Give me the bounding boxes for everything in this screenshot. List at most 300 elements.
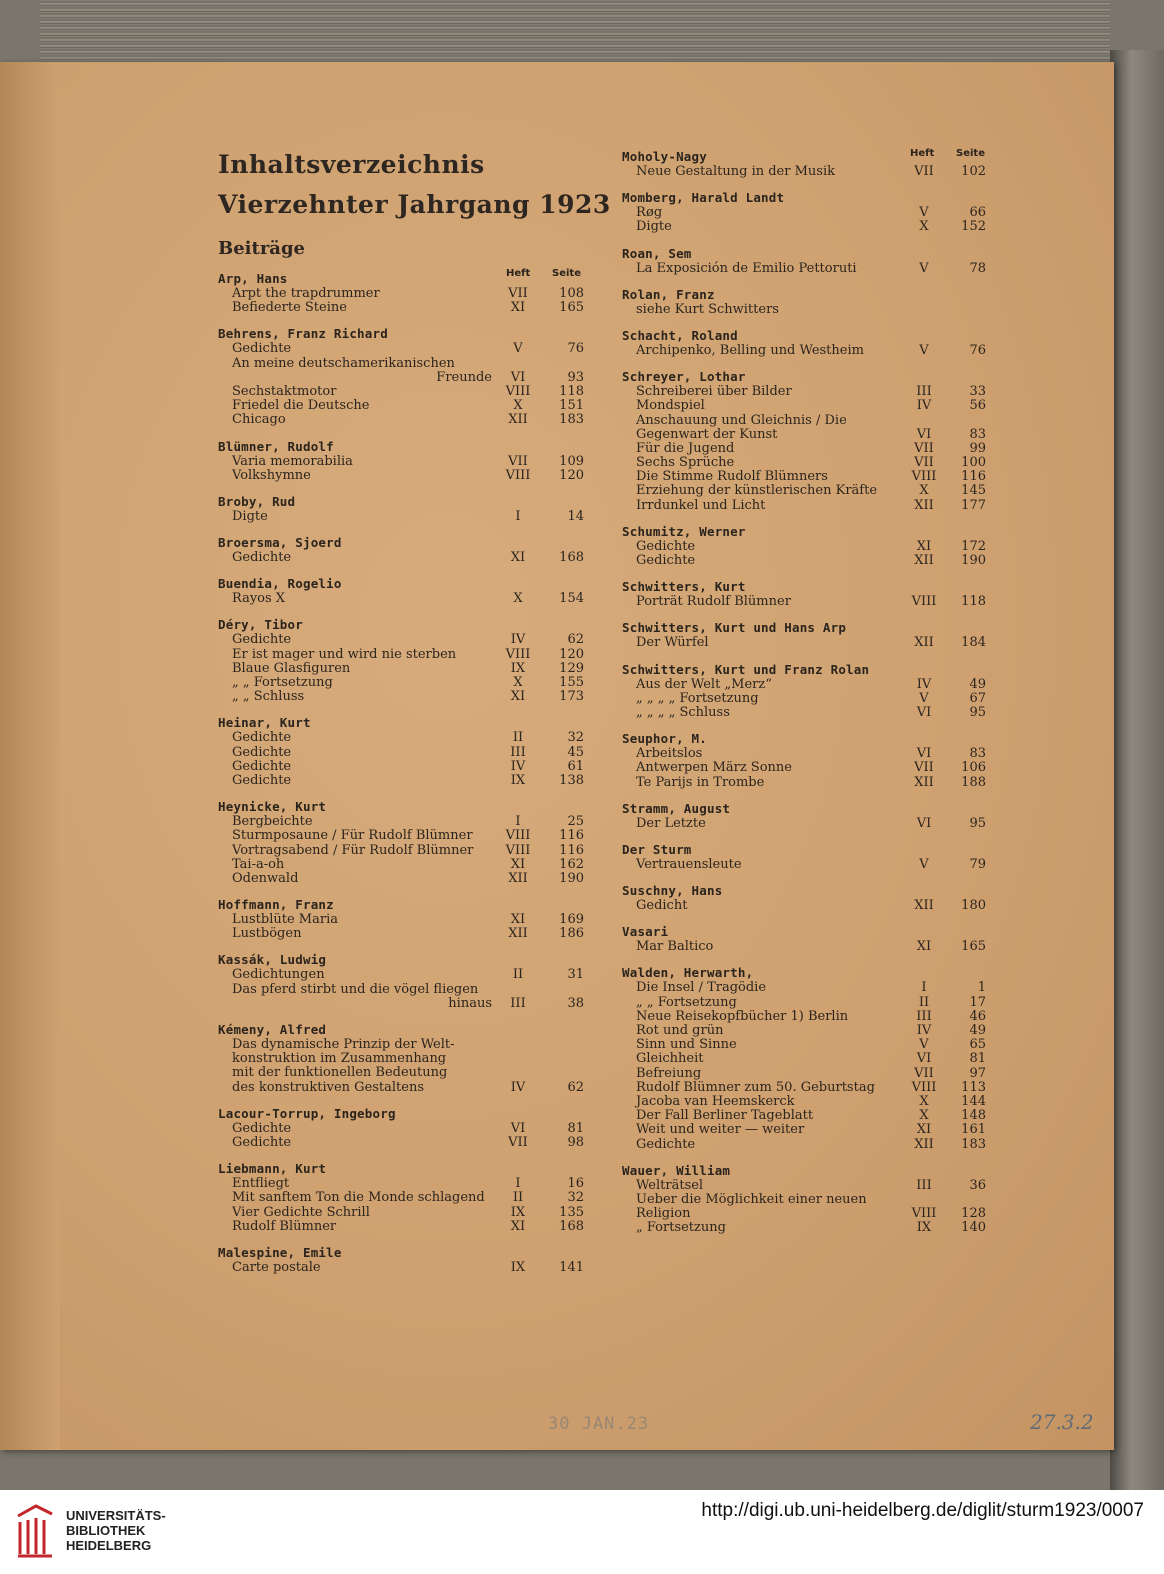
work-row bbox=[622, 761, 994, 775]
heft-number: VII bbox=[914, 1065, 934, 1081]
entry-spacer bbox=[622, 513, 994, 523]
page-number: 25 bbox=[567, 814, 584, 830]
heft-number: IX bbox=[510, 660, 526, 676]
work-row bbox=[622, 303, 994, 317]
work-row bbox=[622, 692, 994, 706]
page-number: 31 bbox=[567, 967, 584, 983]
work-row bbox=[622, 776, 994, 790]
work-row bbox=[218, 746, 590, 760]
toc-entry bbox=[622, 245, 994, 286]
author-name: Broby, Rud bbox=[218, 493, 296, 509]
work-title: Rayos X bbox=[232, 591, 286, 607]
page-number: 108 bbox=[559, 286, 584, 301]
work-title: Porträt Rudolf Blümner bbox=[636, 594, 791, 610]
heft-number: V bbox=[919, 260, 929, 276]
page-number: 148 bbox=[961, 1108, 986, 1124]
page-number: 162 bbox=[559, 856, 584, 872]
work-title: Gedichte bbox=[232, 730, 292, 746]
entry-spacer bbox=[218, 524, 590, 534]
work-row bbox=[218, 357, 590, 371]
work-row bbox=[218, 760, 590, 774]
work-title: Erziehung der künstlerischen Kräfte bbox=[636, 483, 878, 499]
toc-entry bbox=[622, 800, 994, 841]
toc-entry bbox=[622, 964, 994, 1161]
work-row bbox=[218, 592, 590, 606]
work-title: Mar Baltico bbox=[636, 939, 714, 955]
work-title: Das dynamische Prinzip der Welt- bbox=[232, 1037, 455, 1052]
heft-number: XI bbox=[510, 912, 526, 928]
page-number: 81 bbox=[969, 1051, 986, 1067]
heft-number: VII bbox=[508, 286, 528, 301]
work-title: Die Insel / Tragödie bbox=[636, 980, 767, 996]
work-row bbox=[622, 817, 994, 831]
heft-number: XI bbox=[510, 1218, 526, 1234]
work-row bbox=[622, 678, 994, 692]
work-title: „ „ Fortsetzung bbox=[636, 994, 737, 1010]
work-title: Sechstaktmotor bbox=[232, 383, 337, 399]
author-name: Suschny, Hans bbox=[622, 883, 723, 899]
left-header-heft: Heft bbox=[506, 268, 531, 279]
work-title: Gedichte bbox=[636, 553, 696, 568]
page-number: 138 bbox=[559, 772, 584, 788]
page-number: 140 bbox=[961, 1220, 986, 1236]
author-name: Schwitters, Kurt und Franz Rolan bbox=[622, 661, 870, 677]
heft-number: VI bbox=[510, 1120, 526, 1136]
page-number: 102 bbox=[961, 164, 986, 179]
page-number: 152 bbox=[961, 219, 986, 235]
heft-number: XII bbox=[914, 898, 934, 914]
author-name: Kassák, Ludwig bbox=[218, 952, 327, 968]
page-number: 106 bbox=[961, 760, 986, 776]
heft-number: X bbox=[513, 675, 523, 690]
heft-number: I bbox=[515, 814, 521, 830]
page-number: 183 bbox=[559, 412, 584, 428]
heft-number: X bbox=[919, 219, 929, 235]
work-title: Mit sanftem Ton die Monde schlagend bbox=[232, 1190, 485, 1206]
author-name: Kémeny, Alfred bbox=[218, 1022, 327, 1037]
work-row bbox=[218, 913, 590, 927]
page-number: 177 bbox=[961, 497, 986, 513]
work-title: Te Parijs in Trombe bbox=[636, 774, 765, 790]
author-name: Walden, Herwarth, bbox=[622, 965, 754, 981]
work-row bbox=[218, 844, 590, 858]
work-title: Digte bbox=[636, 219, 672, 235]
toc-entry bbox=[622, 923, 994, 964]
work-row bbox=[218, 690, 590, 704]
left-column bbox=[218, 270, 590, 1285]
work-title: Gedichte bbox=[232, 1120, 292, 1136]
page-number: 45 bbox=[567, 744, 584, 760]
entry-spacer bbox=[218, 788, 590, 798]
page-number: 165 bbox=[559, 300, 584, 316]
page-number: 188 bbox=[961, 774, 986, 790]
page-number: 172 bbox=[961, 538, 986, 554]
toc-entry bbox=[218, 575, 590, 616]
work-row bbox=[622, 220, 994, 234]
work-row bbox=[622, 484, 994, 498]
work-row bbox=[622, 1038, 994, 1052]
work-title: Lustblüte Maria bbox=[232, 912, 338, 928]
work-title: Odenwald bbox=[232, 870, 299, 886]
work-title: Gedichte bbox=[232, 758, 292, 774]
toc-entry bbox=[622, 730, 994, 800]
page-number: 95 bbox=[969, 815, 986, 831]
heft-number: III bbox=[510, 744, 526, 760]
entry-spacer bbox=[218, 606, 590, 616]
work-title: „ „ „ „ Schluss bbox=[636, 704, 730, 720]
work-row bbox=[622, 1138, 994, 1152]
work-title: „ „ „ „ Fortsetzung bbox=[636, 690, 759, 706]
heft-number: II bbox=[512, 967, 524, 983]
heft-number: IV bbox=[916, 676, 932, 692]
entry-spacer bbox=[622, 317, 994, 327]
page-number: 118 bbox=[559, 383, 584, 399]
work-row bbox=[622, 1052, 994, 1066]
entry-spacer bbox=[622, 276, 994, 286]
work-row bbox=[218, 551, 590, 565]
page-number: 135 bbox=[559, 1204, 584, 1220]
entry-spacer bbox=[622, 568, 994, 578]
heft-number: VI bbox=[916, 815, 932, 831]
page-number: 129 bbox=[559, 660, 584, 676]
work-title: Weit und weiter — weiter bbox=[636, 1122, 805, 1138]
work-title: Entfliegt bbox=[232, 1176, 290, 1192]
heft-number: IV bbox=[916, 398, 932, 414]
work-title: Irrdunkel und Licht bbox=[636, 497, 766, 513]
author-name: Liebmann, Kurt bbox=[218, 1161, 327, 1177]
work-row bbox=[622, 595, 994, 609]
author-name: Malespine, Emile bbox=[218, 1244, 342, 1260]
work-row bbox=[218, 1052, 590, 1066]
entry-spacer bbox=[622, 609, 994, 619]
heft-number: XII bbox=[508, 926, 528, 942]
work-row bbox=[622, 1193, 994, 1207]
work-title: Gedichte bbox=[232, 550, 292, 566]
heft-number: XII bbox=[914, 497, 934, 513]
work-title: Archipenko, Belling und Westheim bbox=[636, 342, 864, 358]
entry-spacer bbox=[218, 941, 590, 951]
toc-entry bbox=[622, 523, 994, 578]
toc-entry bbox=[622, 368, 994, 523]
work-row bbox=[218, 872, 590, 886]
work-row bbox=[622, 940, 994, 954]
entry-spacer bbox=[622, 913, 994, 923]
work-title: Die Stimme Rudolf Blümners bbox=[636, 469, 828, 485]
toc-entry bbox=[622, 148, 994, 189]
work-title: Vier Gedichte Schrill bbox=[232, 1204, 370, 1220]
work-row bbox=[622, 262, 994, 276]
page-number: 95 bbox=[969, 704, 986, 720]
heft-number: IX bbox=[916, 1220, 932, 1236]
work-title: Gedichte bbox=[232, 772, 292, 788]
entry-spacer bbox=[218, 1234, 590, 1244]
work-row bbox=[218, 301, 590, 315]
heft-number: V bbox=[919, 342, 929, 358]
toc-entry bbox=[218, 896, 590, 951]
work-title: Rot und grün bbox=[636, 1023, 724, 1038]
work-row bbox=[218, 1122, 590, 1136]
page-number: 144 bbox=[961, 1093, 986, 1109]
work-title: Freunde bbox=[436, 369, 492, 385]
work-row bbox=[218, 1206, 590, 1220]
work-row bbox=[218, 1081, 590, 1095]
page-number: 128 bbox=[961, 1206, 986, 1222]
work-row bbox=[218, 1191, 590, 1205]
page-number: 56 bbox=[969, 398, 986, 414]
work-title: mit der funktionellen Bedeutung bbox=[232, 1065, 448, 1081]
author-name: Rolan, Franz bbox=[622, 286, 715, 302]
work-title: Digte bbox=[232, 508, 268, 524]
work-row bbox=[218, 633, 590, 647]
toc-entry bbox=[622, 882, 994, 923]
work-row bbox=[218, 287, 590, 301]
page-number: 145 bbox=[961, 483, 986, 499]
toc-entry bbox=[218, 1244, 590, 1285]
pencil-note: 27.3.2 bbox=[1030, 1410, 1094, 1434]
heft-number: IV bbox=[916, 1023, 932, 1038]
heft-number: V bbox=[919, 690, 929, 706]
work-title: Vortragsabend / Für Rudolf Blümner bbox=[232, 842, 474, 858]
date-stamp: 30 JAN.23 bbox=[548, 1414, 650, 1434]
page-number: 154 bbox=[559, 591, 584, 607]
author-name: Arp, Hans bbox=[218, 271, 288, 286]
page-number: 76 bbox=[567, 341, 584, 357]
work-title: Für die Jugend bbox=[636, 440, 735, 456]
work-row bbox=[622, 385, 994, 399]
heft-number: V bbox=[919, 1037, 929, 1053]
entry-spacer bbox=[622, 179, 994, 189]
heft-number: II bbox=[512, 1190, 524, 1206]
work-row bbox=[218, 371, 590, 385]
heft-number: VI bbox=[916, 746, 932, 762]
heft-number: III bbox=[916, 1008, 932, 1024]
page-number: 109 bbox=[559, 453, 584, 469]
work-row bbox=[218, 774, 590, 788]
page-number: 118 bbox=[961, 594, 986, 610]
heft-number: XI bbox=[916, 1122, 932, 1138]
work-title: Tai-a-oh bbox=[232, 856, 285, 872]
author-name: Wauer, William bbox=[622, 1162, 731, 1178]
work-row bbox=[218, 997, 590, 1011]
page-url-link[interactable]: http://digi.ub.uni-heidelberg.de/diglit/sturm1923/0007 bbox=[701, 1500, 1144, 1521]
author-name: Stramm, August bbox=[622, 800, 731, 816]
entry-spacer bbox=[218, 483, 590, 493]
page-number: 49 bbox=[969, 1023, 986, 1038]
work-title: Befiederte Steine bbox=[232, 300, 347, 316]
entry-spacer bbox=[218, 315, 590, 325]
entry-spacer bbox=[218, 704, 590, 714]
page-number: 120 bbox=[559, 646, 584, 662]
work-title: Arpt the trapdrummer bbox=[232, 286, 380, 301]
work-row bbox=[218, 1136, 590, 1150]
work-row bbox=[622, 1067, 994, 1081]
heft-number: V bbox=[919, 205, 929, 221]
entry-spacer bbox=[622, 1235, 994, 1245]
work-title: Friedel die Deutsche bbox=[232, 398, 370, 414]
page-number: 16 bbox=[567, 1176, 584, 1192]
toc-entry bbox=[218, 493, 590, 534]
work-title: Rudolf Blümner zum 50. Geburtstag bbox=[636, 1079, 875, 1095]
work-title: Der Letzte bbox=[636, 815, 706, 831]
work-title: Das pferd stirbt und die vögel fliegen bbox=[232, 981, 479, 997]
work-row bbox=[622, 981, 994, 995]
author-name: Lacour-Torrup, Ingeborg bbox=[218, 1105, 396, 1121]
heft-number: XI bbox=[916, 538, 932, 554]
page-number: 100 bbox=[961, 455, 986, 471]
page-number: 165 bbox=[961, 939, 986, 955]
work-title: hinaus bbox=[448, 995, 492, 1011]
heft-number: VI bbox=[916, 704, 932, 720]
heft-number: VI bbox=[916, 1051, 932, 1067]
work-title: Chicago bbox=[232, 412, 286, 428]
heft-number: X bbox=[513, 591, 523, 607]
author-name: Schreyer, Lothar bbox=[622, 369, 746, 385]
page-number: 169 bbox=[559, 912, 584, 928]
work-title: Bergbeichte bbox=[232, 814, 313, 830]
work-title: „ „ Fortsetzung bbox=[232, 675, 333, 690]
heft-number: XI bbox=[510, 300, 526, 316]
page-number: 190 bbox=[961, 553, 986, 568]
heft-number: XII bbox=[914, 774, 934, 790]
work-title: Mondspiel bbox=[636, 398, 705, 414]
entry-spacer bbox=[218, 1150, 590, 1160]
work-row bbox=[622, 1010, 994, 1024]
heft-number: XII bbox=[914, 635, 934, 651]
section-heading: Beiträge bbox=[218, 238, 306, 259]
work-row bbox=[622, 206, 994, 220]
book-edge-right bbox=[1110, 50, 1164, 1490]
entry-spacer bbox=[622, 235, 994, 245]
page-number: 62 bbox=[567, 632, 584, 648]
heft-number: IX bbox=[510, 1259, 526, 1275]
heft-number: VII bbox=[914, 164, 934, 179]
heft-number: XI bbox=[510, 856, 526, 872]
work-title: Aus der Welt „Merz“ bbox=[636, 676, 772, 692]
toc-entry bbox=[218, 325, 590, 437]
work-row bbox=[622, 706, 994, 720]
entry-spacer bbox=[218, 1095, 590, 1105]
page-number: 141 bbox=[559, 1259, 584, 1275]
heft-number: VIII bbox=[911, 469, 937, 485]
page-number: 67 bbox=[969, 690, 986, 706]
heft-number: XI bbox=[510, 550, 526, 566]
work-row bbox=[218, 1261, 590, 1275]
heft-number: II bbox=[512, 730, 524, 746]
author-name: Vasari bbox=[622, 924, 669, 940]
work-title: Lustbögen bbox=[232, 926, 302, 942]
work-row bbox=[622, 636, 994, 650]
author-name: Heynicke, Kurt bbox=[218, 799, 327, 815]
volume-title: Vierzehnter Jahrgang 1923 bbox=[218, 190, 611, 219]
work-title: Jacoba van Heemskerck bbox=[636, 1093, 795, 1109]
heft-number: X bbox=[919, 1093, 929, 1109]
page-number: 38 bbox=[567, 995, 584, 1011]
work-row bbox=[622, 165, 994, 179]
heft-number: VIII bbox=[911, 594, 937, 610]
heft-number: X bbox=[919, 1108, 929, 1124]
page-number: 116 bbox=[961, 469, 986, 485]
toc-entry bbox=[218, 714, 590, 798]
toc-entry bbox=[622, 1162, 994, 1246]
heft-number: I bbox=[921, 980, 927, 996]
heft-number: IX bbox=[510, 772, 526, 788]
page-number: 32 bbox=[567, 730, 584, 746]
toc-entry bbox=[622, 327, 994, 368]
toc-entry bbox=[218, 270, 590, 325]
work-row bbox=[622, 1179, 994, 1193]
heft-number: III bbox=[916, 384, 932, 400]
work-row bbox=[622, 1221, 994, 1235]
work-title: Er ist mager und wird nie sterben bbox=[232, 646, 457, 662]
heft-number: VIII bbox=[911, 1079, 937, 1095]
author-name: Schacht, Roland bbox=[622, 327, 738, 343]
heft-number: XII bbox=[914, 1136, 934, 1152]
work-row bbox=[622, 1081, 994, 1095]
heft-number: XII bbox=[508, 870, 528, 886]
toc-entry bbox=[622, 578, 994, 619]
work-row bbox=[622, 858, 994, 872]
work-title: siehe Kurt Schwitters bbox=[636, 301, 779, 317]
page-number: 83 bbox=[969, 746, 986, 762]
viewer-footer bbox=[0, 1490, 1164, 1574]
work-title: Neue Gestaltung in der Musik bbox=[636, 164, 835, 179]
toc-entry bbox=[218, 534, 590, 575]
page-number: 155 bbox=[559, 675, 584, 690]
work-row bbox=[218, 385, 590, 399]
page-number: 78 bbox=[969, 260, 986, 276]
work-row bbox=[622, 1095, 994, 1109]
heft-number: IV bbox=[510, 1079, 526, 1095]
heft-number: VIII bbox=[505, 842, 531, 858]
page-number: 161 bbox=[961, 1122, 986, 1138]
work-title: Der Würfel bbox=[636, 635, 709, 651]
toc-entry bbox=[218, 1105, 590, 1160]
work-title: Befreiung bbox=[636, 1065, 702, 1081]
work-title: Anschauung und Gleichnis / Die bbox=[636, 412, 847, 428]
author-name: Hoffmann, Franz bbox=[218, 897, 334, 913]
page-number: 190 bbox=[559, 870, 584, 886]
work-title: An meine deutschamerikanischen bbox=[232, 355, 455, 371]
toc-entry bbox=[218, 951, 590, 1021]
page-number: 99 bbox=[969, 440, 986, 456]
page-number: 32 bbox=[567, 1190, 584, 1206]
heft-number: I bbox=[515, 508, 521, 524]
toc-entry bbox=[218, 1021, 590, 1105]
work-title: Blaue Glasfiguren bbox=[232, 660, 351, 676]
toc-entry bbox=[218, 616, 590, 714]
page-number: 61 bbox=[567, 758, 584, 774]
author-name: Buendia, Rogelio bbox=[218, 576, 342, 592]
entry-spacer bbox=[622, 720, 994, 730]
work-row bbox=[218, 1220, 590, 1234]
page-title: Inhaltsverzeichnis bbox=[218, 150, 485, 179]
author-name: Schwitters, Kurt bbox=[622, 579, 746, 595]
heft-number: VI bbox=[510, 369, 526, 385]
work-row bbox=[218, 815, 590, 829]
work-title: „ „ Schluss bbox=[232, 689, 305, 705]
work-row bbox=[622, 899, 994, 913]
author-name: Blümner, Rudolf bbox=[218, 438, 334, 454]
heft-number: III bbox=[916, 1177, 932, 1193]
work-row bbox=[218, 927, 590, 941]
work-row bbox=[218, 968, 590, 982]
entry-spacer bbox=[622, 651, 994, 661]
toc-entry bbox=[218, 1160, 590, 1244]
heft-number: VII bbox=[914, 760, 934, 776]
heft-number: I bbox=[515, 1176, 521, 1192]
library-name-line3: HEIDELBERG bbox=[66, 1538, 152, 1553]
work-row bbox=[218, 1177, 590, 1191]
